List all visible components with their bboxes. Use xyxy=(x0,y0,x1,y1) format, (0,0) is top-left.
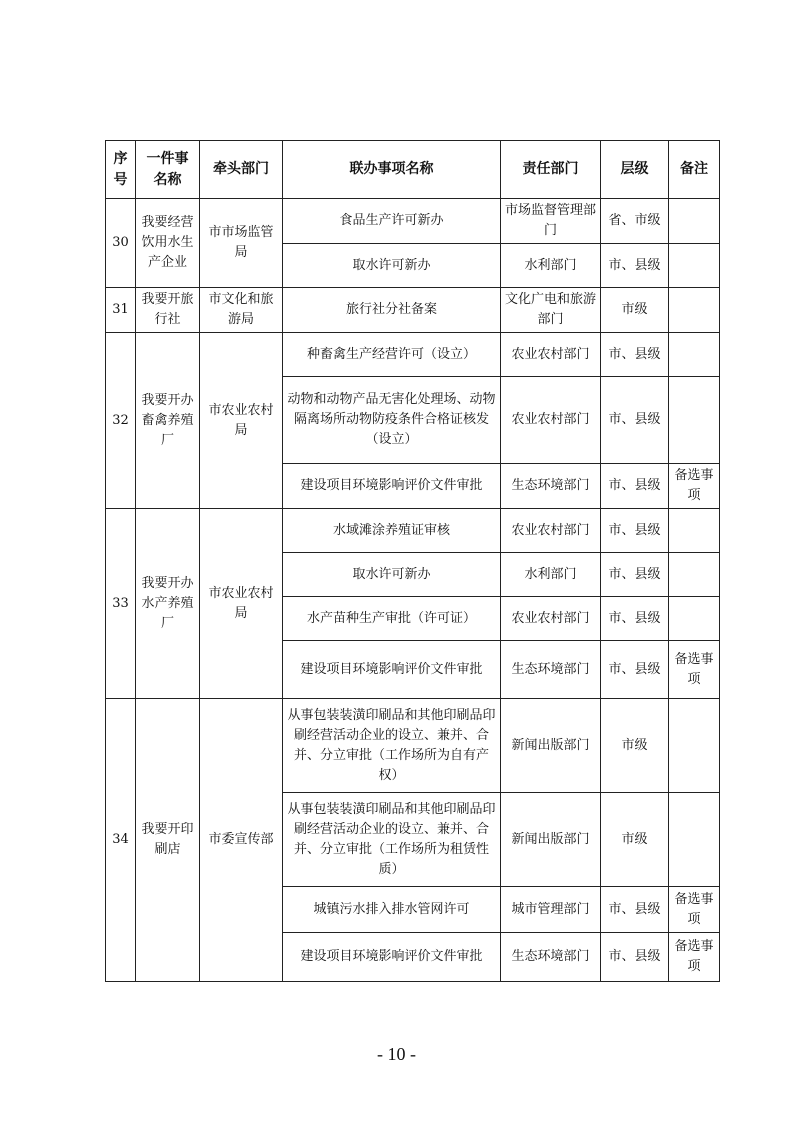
header-cell: 联办事项名称 xyxy=(283,141,501,199)
remark xyxy=(669,597,720,641)
table-row xyxy=(106,333,720,377)
joint-matter: 水产苗种生产审批（许可证） xyxy=(283,597,501,641)
row-number: 31 xyxy=(106,288,136,333)
responsible-department: 水利部门 xyxy=(501,553,601,597)
level: 市、县级 xyxy=(601,333,669,377)
remark xyxy=(669,793,720,887)
remark xyxy=(669,553,720,597)
level: 市、县级 xyxy=(601,509,669,553)
header-cell: 序号 xyxy=(106,141,136,199)
row-number: 33 xyxy=(106,509,136,699)
remark xyxy=(669,199,720,244)
lead-department: 市农业农村局 xyxy=(200,509,283,699)
responsible-department: 新闻出版部门 xyxy=(501,793,601,887)
affair-name: 我要经营饮用水生产企业 xyxy=(136,199,200,288)
remark xyxy=(669,509,720,553)
joint-matter: 从事包装装潢印刷品和其他印刷品印刷经营活动企业的设立、兼并、合并、分立审批（工作场所为自有产权） xyxy=(283,699,501,793)
lead-department: 市委宣传部 xyxy=(200,699,283,982)
remark xyxy=(669,244,720,288)
lead-department: 市农业农村局 xyxy=(200,333,283,509)
level: 市、县级 xyxy=(601,553,669,597)
header-cell: 一件事名称 xyxy=(136,141,200,199)
level: 市级 xyxy=(601,288,669,333)
responsible-department: 市场监督管理部门 xyxy=(501,199,601,244)
joint-matter: 水域滩涂养殖证审核 xyxy=(283,509,501,553)
joint-matter: 取水许可新办 xyxy=(283,244,501,288)
affair-name: 我要开旅行社 xyxy=(136,288,200,333)
level: 市、县级 xyxy=(601,933,669,982)
page-number: - 10 - xyxy=(377,1044,416,1064)
joint-matter: 建设项目环境影响评价文件审批 xyxy=(283,464,501,509)
joint-matter: 建设项目环境影响评价文件审批 xyxy=(283,933,501,982)
level: 市级 xyxy=(601,793,669,887)
responsible-department: 农业农村部门 xyxy=(501,597,601,641)
joint-matter: 取水许可新办 xyxy=(283,553,501,597)
level: 市、县级 xyxy=(601,464,669,509)
remark: 备选事项 xyxy=(669,464,720,509)
affairs-table xyxy=(105,140,720,982)
joint-matter: 种畜禽生产经营许可（设立） xyxy=(283,333,501,377)
header-cell: 备注 xyxy=(669,141,720,199)
level: 市、县级 xyxy=(601,887,669,933)
responsible-department: 生态环境部门 xyxy=(501,933,601,982)
remark: 备选事项 xyxy=(669,641,720,699)
joint-matter: 建设项目环境影响评价文件审批 xyxy=(283,641,501,699)
table-header-row xyxy=(106,141,720,199)
responsible-department: 水利部门 xyxy=(501,244,601,288)
responsible-department: 生态环境部门 xyxy=(501,464,601,509)
level: 市、县级 xyxy=(601,641,669,699)
joint-matter: 旅行社分社备案 xyxy=(283,288,501,333)
affair-name: 我要开办水产养殖厂 xyxy=(136,509,200,699)
table-row xyxy=(106,288,720,333)
header-cell: 牵头部门 xyxy=(200,141,283,199)
level: 市、县级 xyxy=(601,377,669,464)
level: 市级 xyxy=(601,699,669,793)
responsible-department: 农业农村部门 xyxy=(501,333,601,377)
level: 市、县级 xyxy=(601,597,669,641)
responsible-department: 农业农村部门 xyxy=(501,377,601,464)
responsible-department: 生态环境部门 xyxy=(501,641,601,699)
table-row xyxy=(106,509,720,553)
row-number: 32 xyxy=(106,333,136,509)
table-row xyxy=(106,199,720,244)
row-number: 30 xyxy=(106,199,136,288)
lead-department: 市文化和旅游局 xyxy=(200,288,283,333)
remark xyxy=(669,699,720,793)
lead-department: 市市场监管局 xyxy=(200,199,283,288)
responsible-department: 新闻出版部门 xyxy=(501,699,601,793)
remark xyxy=(669,288,720,333)
level: 省、市级 xyxy=(601,199,669,244)
responsible-department: 农业农村部门 xyxy=(501,509,601,553)
row-number: 34 xyxy=(106,699,136,982)
joint-matter: 食品生产许可新办 xyxy=(283,199,501,244)
responsible-department: 城市管理部门 xyxy=(501,887,601,933)
remark: 备选事项 xyxy=(669,933,720,982)
level: 市、县级 xyxy=(601,244,669,288)
table-body xyxy=(106,199,720,982)
affair-name: 我要开印刷店 xyxy=(136,699,200,982)
responsible-department: 文化广电和旅游部门 xyxy=(501,288,601,333)
table-row xyxy=(106,699,720,793)
affair-name: 我要开办畜禽养殖厂 xyxy=(136,333,200,509)
remark xyxy=(669,333,720,377)
joint-matter: 从事包装装潢印刷品和其他印刷品印刷经营活动企业的设立、兼并、合并、分立审批（工作场所为租赁性质） xyxy=(283,793,501,887)
header-cell: 责任部门 xyxy=(501,141,601,199)
remark xyxy=(669,377,720,464)
remark: 备选事项 xyxy=(669,887,720,933)
joint-matter: 城镇污水排入排水管网许可 xyxy=(283,887,501,933)
header-cell: 层级 xyxy=(601,141,669,199)
joint-matter: 动物和动物产品无害化处理场、动物隔离场所动物防疫条件合格证核发（设立） xyxy=(283,377,501,464)
